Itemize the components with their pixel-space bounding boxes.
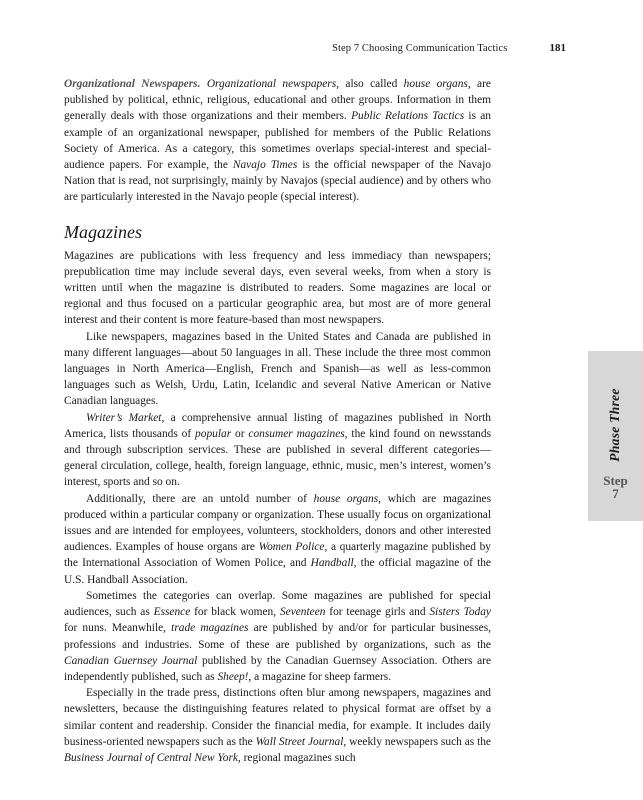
phase-label: Phase Three bbox=[607, 388, 622, 462]
step-label: Step bbox=[603, 473, 628, 488]
magazines-paragraph-6: Especially in the trade press, distinctions often blur among newspapers, magazines and newsletters, because the distinguishing features related to physical format are offset by a similar content and readership. Consider the financial media, for example. It includes daily business-oriented newspapers such as the Wall Street Journal, weekly newspapers such as the Business Journal of Central New York, regional magazines such bbox=[64, 687, 491, 764]
magazines-heading: Magazines bbox=[64, 221, 142, 242]
running-header bbox=[64, 42, 566, 54]
page-number: 181 bbox=[549, 42, 566, 54]
running-head-title: Step 7 Choosing Communication Tactics bbox=[332, 43, 508, 54]
runin-heading: Organizational Newspapers. bbox=[64, 78, 201, 90]
step-number: 7 bbox=[612, 486, 619, 501]
page-body bbox=[64, 76, 491, 766]
magazines-paragraph-4: Additionally, there are an untold number of house organs, which are magazines produced within a particular company or organization. These usually focus on organizational issues and are intended for employees, volunteers, stockholders, donors and other interested audiences. Examples of house organs are Women Police, a quarterly magazine published by the International Association of Women Police, and Handball, the official magazine of the U.S. Handball Association. bbox=[64, 492, 492, 586]
org-newspapers-paragraph: Organizational Newspapers. Organizational newspapers, also called house organs, are published by political, ethnic, religious, educational and other groups. Information in them generally deals with those organizations and their members. Public Relations Tactics is an example of an organizational newspaper, published for members of the Public Relations Society of America. As a category, this sometimes overlaps special-interest and special-audience papers. For example, the Navajo Times is the official newspaper of the Navajo Nation that is read, not surprisingly, mainly by Navajos (special audience) and by others who are particularly interested in the Navajo people (special interest). bbox=[64, 78, 491, 204]
magazines-paragraph-2: Like newspapers, magazines based in the United States and Canada are published in many different languages—about 50 languages in all. These include the three most common languages in North America—English, French and Spanish—as well as less-common languages such as Welsh, Urdu, Latin, Icelandic and several Native American or Native Canadian languages. bbox=[64, 330, 491, 408]
step-indicator bbox=[588, 474, 643, 500]
magazines-paragraph-3: Writer’s Market, a comprehensive annual listing of magazines published in North America, lists thousands of popular or consumer magazines, the kind found on newsstands and through subscription services. These are published in several different categories—general circulation, college, health, foreign language, ethnic, music, men’s interest, women’s interest, sports and so on. bbox=[64, 411, 492, 489]
magazines-paragraph-5: Sometimes the categories can overlap. Some magazines are published for special audiences, such as Essence for black women, Seventeen for teenage girls and Sisters Today for nuns. Meanwhile, trade magazines are published by and/or for particular businesses, professions and industries. Some of these are published by organizations, such as the Canadian Guernsey Journal published by the Canadian Guernsey Association. Others are independently published, such as Sheep!, a magazine for sheep farmers. bbox=[64, 589, 491, 683]
magazines-paragraph-1: Magazines are publications with less frequency and less immediacy than newspapers; prepublication time may include several days, even several weeks, from when a story is written until when the magazine is distributed to readers. Some magazines are local or regional and thus focused on a particular geographic area, but most are of more general interest and their content is more feature-based than most newspapers. bbox=[64, 249, 491, 327]
